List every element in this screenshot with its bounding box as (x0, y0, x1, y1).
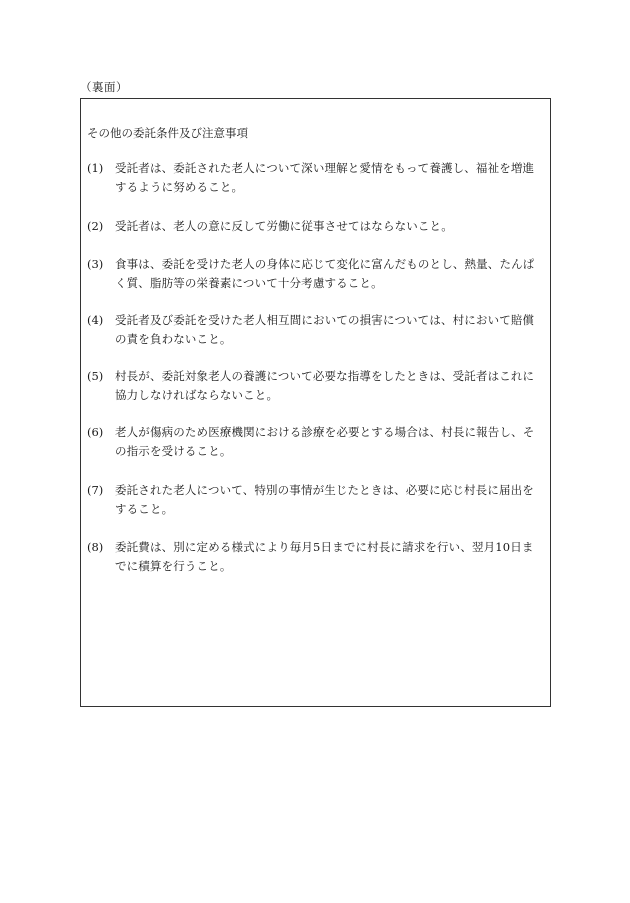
condition-number: (5) (87, 369, 104, 383)
condition-text: 委託された老人について、特別の事情が生じたときは、必要に応じ村長に届出をすること。 (115, 483, 534, 516)
condition-text: 受託者及び委託を受けた老人相互間においての損害については、村において賠償の責を負わないこと。 (115, 313, 535, 346)
conditions-title: その他の委託条件及び注意事項 (87, 126, 248, 140)
condition-text: 委託費は、別に定める様式により毎月5日までに村長に請求を行い、翌月10日までに積算を行うこと。 (115, 540, 534, 573)
condition-number: (8) (87, 540, 104, 554)
condition-number: (4) (87, 313, 104, 327)
conditions-box (80, 98, 551, 707)
condition-number: (7) (87, 483, 104, 497)
condition-number: (3) (87, 257, 104, 271)
condition-text: 受託者は、老人の意に反して労働に従事させてはならないこと。 (115, 219, 453, 233)
condition-text: 食事は、委託を受けた老人の身体に応じて変化に富んだものとし、熱量、たんぱく質、脂肪等の栄養素について十分考慮すること。 (115, 257, 535, 290)
condition-text: 受託者は、委託された老人について深い理解と愛情をもって養護し、福祉を増進するように努めること。 (115, 161, 535, 194)
page-side-label: （裏面） (80, 80, 128, 94)
condition-number: (6) (87, 425, 104, 439)
condition-number: (2) (87, 219, 104, 233)
condition-number: (1) (87, 161, 104, 175)
condition-text: 村長が、委託対象老人の養護について必要な指導をしたときは、受託者はこれに協力しなければならないこと。 (115, 369, 535, 402)
condition-text: 老人が傷病のため医療機関における診療を必要とする場合は、村長に報告し、その指示を受けること。 (115, 425, 535, 458)
